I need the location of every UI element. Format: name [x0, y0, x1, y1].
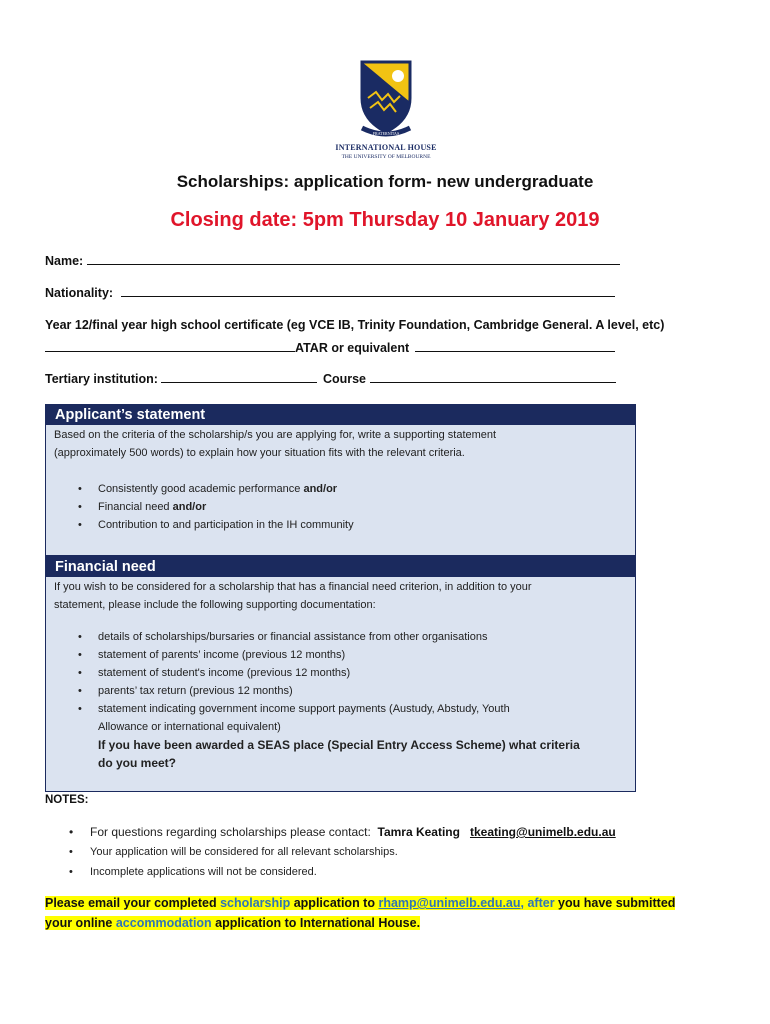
notes-label: NOTES: — [45, 794, 89, 806]
list-item: • statement of student's income (previous 12 months) — [78, 667, 351, 679]
nationality-row — [45, 283, 615, 300]
course-input-line[interactable] — [370, 369, 616, 383]
closing-date: Closing date: 5pm Thursday 10 January 2019 — [170, 209, 600, 231]
list-item: • Your application will be considered for all relevant scholarships. — [69, 846, 398, 858]
documentation-list — [46, 628, 635, 772]
year12-row — [45, 338, 615, 355]
applicant-statement-heading: Applicant’s statement — [46, 405, 635, 425]
contact-text: For questions regarding scholarships please contact: — [90, 825, 371, 839]
rhamp-email-link[interactable]: rhamp@unimelb.edu.au, — [378, 896, 524, 910]
atar-input-line[interactable] — [415, 338, 615, 352]
international-house-logo — [330, 58, 442, 168]
contact-email-link[interactable]: tkeating@unimelb.edu.au — [469, 825, 616, 839]
course-label: Course — [322, 372, 367, 386]
applicant-statement-box[interactable] — [45, 404, 636, 556]
crest-icon — [358, 58, 414, 140]
financial-need-intro — [46, 577, 635, 614]
nationality-label: Nationality: — [45, 286, 114, 300]
tertiary-row — [45, 369, 616, 386]
intro-line: If you wish to be considered for a scholarship that has a financial need criterion, in addition to your — [54, 581, 532, 593]
name-row — [45, 251, 620, 268]
university-name: THE UNIVERSITY OF MELBOURNE — [341, 154, 431, 160]
name-label: Name: — [45, 254, 84, 268]
list-item: • Financial need and/or — [78, 501, 207, 513]
atar-label: ATAR or equivalent — [295, 341, 410, 355]
notes-list — [45, 822, 616, 882]
page-title: Scholarships: application form- new undergraduate — [176, 172, 594, 191]
intro-line: statement, please include the following supporting documentation: — [54, 599, 376, 611]
seas-question: do you meet? — [98, 756, 177, 770]
list-item: • details of scholarships/bursaries or financial assistance from other organisations — [78, 631, 488, 643]
list-item: • parents’ tax return (previous 12 months) — [78, 685, 293, 697]
year12-input-line[interactable] — [45, 338, 295, 352]
financial-need-heading: Financial need — [46, 557, 635, 577]
applicant-criteria-list — [46, 480, 635, 534]
list-item: • statement indicating government income support payments (Austudy, Abstudy, Youth — [78, 703, 510, 715]
intro-line: Based on the criteria of the scholarship/s you are applying for, write a supporting statement — [54, 429, 497, 441]
year12-label: Year 12/final year high school certificate (eg VCE IB, Trinity Foundation, Cambridge General. A level, etc) — [45, 318, 665, 332]
intro-line: (approximately 500 words) to explain how your situation fits with the relevant criteria. — [54, 447, 465, 459]
submission-instructions: Please email your completed scholarship application to rhamp@unimelb.edu.au, after you have submitted your online accommodation application to International House. — [45, 896, 676, 930]
tertiary-input-line[interactable] — [161, 369, 317, 383]
nationality-input-line[interactable] — [121, 283, 615, 297]
tertiary-label: Tertiary institution: — [45, 372, 158, 386]
org-name: INTERNATIONAL HOUSE — [335, 143, 437, 152]
applicant-statement-intro — [46, 425, 635, 462]
seas-question: If you have been awarded a SEAS place (Special Entry Access Scheme) what criteria — [98, 738, 580, 752]
list-item: • Consistently good academic performance and/or — [78, 483, 338, 495]
motto-text: FRATERNITAS — [372, 131, 400, 136]
list-item-continued: Allowance or international equivalent) — [98, 721, 281, 733]
name-input-line[interactable] — [87, 251, 620, 265]
list-item: • For questions regarding scholarships please contact: Tamra Keating tkeating@unimelb.edu.au — [69, 825, 616, 839]
list-item: • statement of parents’ income (previous 12 months) — [78, 649, 346, 661]
financial-need-box[interactable] — [45, 556, 636, 792]
contact-name: Tamra Keating — [377, 825, 460, 839]
list-item: • Incomplete applications will not be considered. — [69, 866, 317, 878]
list-item: • Contribution to and participation in the IH community — [78, 519, 354, 531]
